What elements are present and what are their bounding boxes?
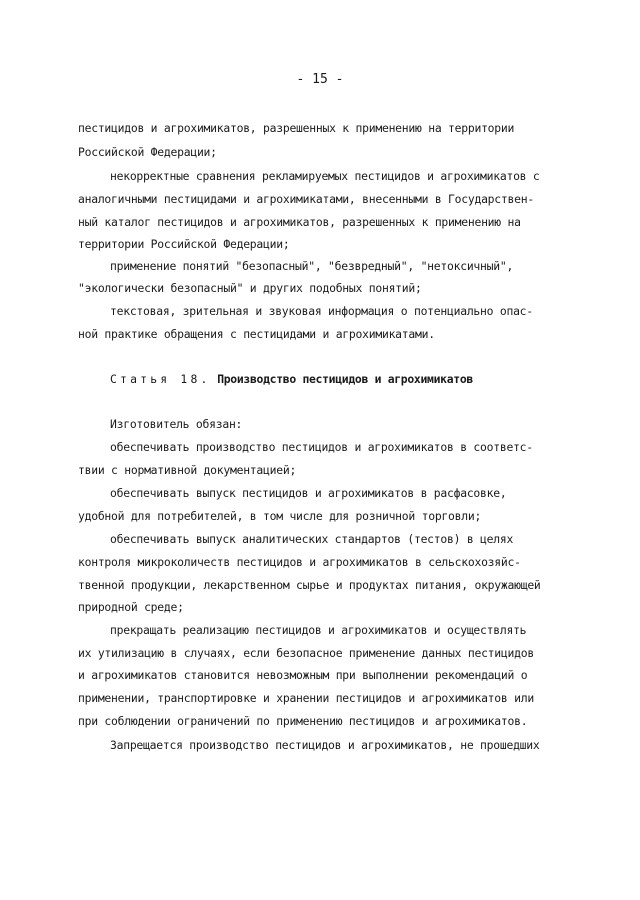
text-line: Российской Федерации; (78, 145, 217, 159)
text-line: ный каталог пестицидов и агрохимикатов, разрешенных к применению на (78, 215, 521, 229)
page-number: - 15 - (296, 72, 344, 87)
text-line: удобной для потребителей, в том числе для розничной торговли; (78, 509, 482, 523)
article-heading (110, 372, 473, 386)
text-line: "экологически безопасный" и других подобных понятий; (78, 281, 422, 295)
text-line: некорректные сравнения рекламируемых пестицидов и агрохимикатов с (110, 169, 540, 183)
text-line: их утилизацию в случаях, если безопасное применение данных пестицидов (78, 646, 534, 660)
text-line: обеспечивать производство пестицидов и агрохимикатов в соответс- (110, 440, 533, 454)
article-label: Статья 18. (110, 372, 211, 386)
text-line: обеспечивать выпуск аналитических стандартов (тестов) в целях (110, 532, 514, 546)
article-title: Производство пестицидов и агрохимикатов (217, 372, 473, 386)
text-line: обеспечивать выпуск пестицидов и агрохимикатов в расфасовке, (110, 486, 507, 500)
text-line: контроля микроколичеств пестицидов и агрохимикатов в сельскохозяйс- (78, 555, 521, 569)
text-line: и агрохимикатов становится невозможным при выполнении рекомендаций о (78, 668, 528, 682)
text-line: твенной продукции, лекарственном сырье и продуктах питания, окружающей (78, 578, 541, 592)
text-line: прекращать реализацию пестицидов и агрохимикатов и осуществлять (110, 623, 527, 637)
text-line: применении, транспортировке и хранении пестицидов и агрохимикатов или (78, 691, 534, 705)
text-line: Изготовитель обязан: (110, 417, 243, 431)
text-line: аналогичными пестицидами и агрохимикатами, внесенными в Государствен- (78, 192, 534, 206)
text-line: территории Российской Федерации; (78, 237, 290, 251)
text-line: текстовая, зрительная и звуковая информация о потенциально опас- (110, 304, 533, 318)
text-line: пестицидов и агрохимикатов, разрешенных к применению на территории (78, 121, 515, 135)
text-line: Запрещается производство пестицидов и агрохимикатов, не прошедших (110, 738, 540, 752)
text-line: природной среде; (78, 600, 184, 614)
text-line: применение понятий "безопасный", "безвредный", "нетоксичный", (110, 259, 514, 273)
text-line: при соблюдении ограничений по применению пестицидов и агрохимикатов. (78, 714, 528, 728)
text-line: ной практике обращения с пестицидами и агрохимикатами. (78, 327, 435, 341)
text-line: твии с нормативной документацией; (78, 463, 297, 477)
